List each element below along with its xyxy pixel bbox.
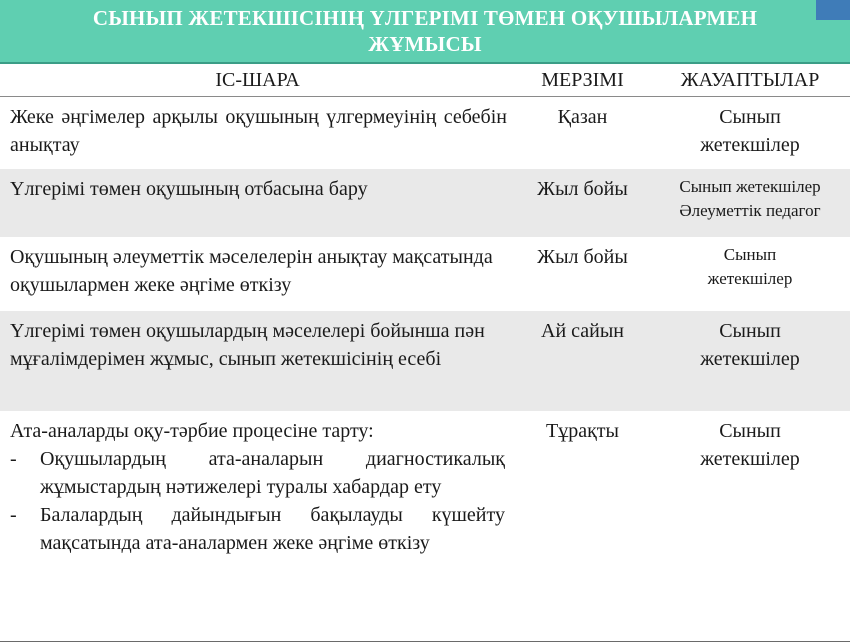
table-row [0,97,850,170]
responsible-line: Сынып [719,420,781,442]
page-title [45,5,805,57]
title-line-1: СЫНЫП ЖЕТЕКШІСІНІҢ ҮЛГЕРІМІ ТӨМЕН ОҚУШЫЛАРМЕН [92,6,758,30]
table-row [0,411,850,642]
activity-cell [0,411,515,642]
activity-table [0,64,850,642]
deadline-cell: Жыл бойы [515,169,650,237]
activity-cell: Үлгерімі төмен оқушылардың мәселелері бойынша пән мұғалімдерімен жұмыс, сынып жетекшісінің есебі [0,311,515,411]
header-responsible: ЖАУАПТЫЛАР [650,64,850,97]
activity-cell: Оқушының әлеуметтік мәселелерін анықтау мақсатында оқушылармен жеке әңгіме өткізу [10,246,493,296]
responsible-line: жетекшілер [700,134,800,156]
bullet-item [10,445,507,501]
title-banner [0,0,850,64]
responsible-line: Сынып [719,320,781,342]
responsible-line: Әлеуметтік педагог [679,201,821,220]
table-row [0,237,850,311]
bullet-item [10,501,507,557]
responsible-cell [650,169,850,237]
deadline-cell: Жыл бойы [537,246,628,268]
bullet-marker: - [10,504,17,526]
activity-intro: Ата-аналарды оқу-тәрбие процесіне тарту: [10,420,374,442]
responsible-line: Сынып [723,245,777,264]
deadline-cell: Ай сайын [515,311,650,411]
bullet-text: Оқушылардың ата-аналарын диагностикалық жұмыстардың нәтижелері туралы хабардар ету [40,448,505,498]
corner-decoration [816,0,850,20]
responsible-cell [650,311,850,411]
responsible-line: жетекшілер [700,448,800,470]
bullet-text: Балалардың дайындығын бақылауды күшейту мақсатында ата-аналармен жеке әңгіме өткізу [40,504,505,554]
activity-cell: Жеке әңгімелер арқылы оқушының үлгермеуінің себебін анықтау [10,106,507,156]
bullet-marker: - [10,448,17,470]
header-deadline: МЕРЗІМІ [515,64,650,97]
responsible-line: жетекшілер [700,348,800,370]
table-row [0,311,850,411]
responsible-line: жетекшілер [707,269,793,288]
responsible-cell [650,411,850,642]
responsible-cell [650,97,850,170]
responsible-line: Сынып жетекшілер [679,177,821,196]
deadline-cell: Тұрақты [515,411,650,642]
responsible-line: Сынып [719,106,781,128]
responsible-cell [650,237,850,311]
deadline-cell: Қазан [557,106,608,128]
activity-cell: Үлгерімі төмен оқушының отбасына бару [0,169,515,237]
table-row [0,169,850,237]
title-line-2: ЖҰМЫСЫ [368,32,482,56]
table-header-row [0,64,850,97]
header-activity: ІС-ШАРА [0,64,515,97]
